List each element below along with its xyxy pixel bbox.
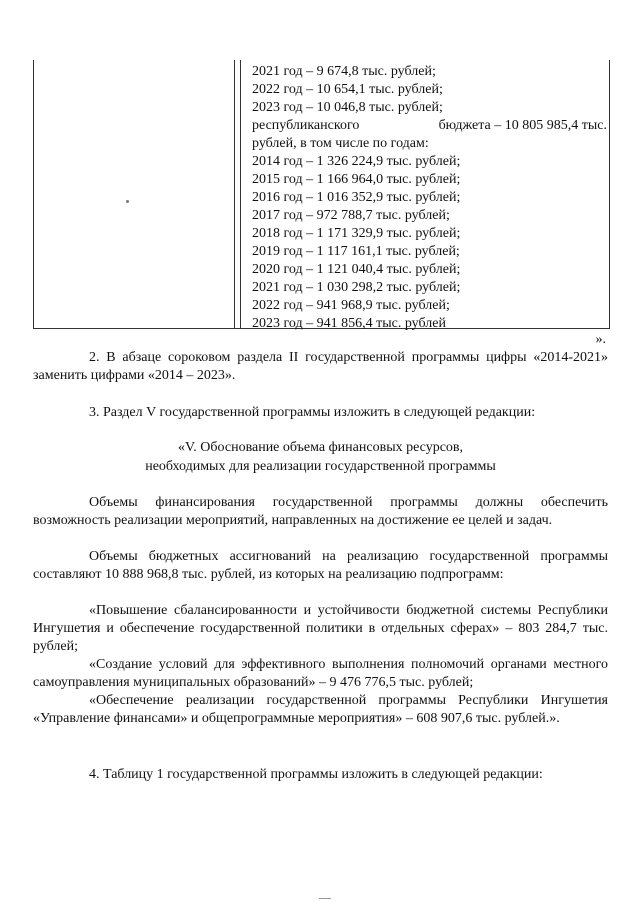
body-paragraph-2: Объемы бюджетных ассигнований на реализацию государственной программы составляют 10 888 968,8 тыс. рублей, из которых на реализацию подпрограмм: [33, 549, 608, 582]
table-year-line: 2016 год – 1 016 352,9 тыс. рублей; [252, 190, 461, 205]
section-heading [33, 438, 608, 476]
closing-quote: ». [595, 332, 606, 347]
body-paragraph-5: «Обеспечение реализации государственной программы Республики Ингушетия «Управление финансами» и общепрограммные мероприятия» – 608 907,6 тыс. рублей.». [33, 693, 608, 726]
table-year-line: 2023 год – 941 856,4 тыс. рублей [252, 316, 446, 331]
table-funding-cell [252, 63, 607, 333]
scan-mark [319, 898, 331, 899]
scan-speck [126, 200, 129, 203]
table-line: 2022 год – 10 654,1 тыс. рублей; [252, 82, 443, 97]
item-2-paragraph: 2. В абзаце сороковом раздела II государственной программы цифры «2014-2021» заменить цифрами «2014 – 2023». [33, 350, 608, 383]
body-paragraph-1: Объемы финансирования государственной программы должны обеспечить возможность реализации мероприятий, направленных на достижение ее целей и задач. [33, 495, 608, 528]
table-budget-line [252, 117, 607, 135]
funding-table [33, 60, 610, 329]
table-line: рублей, в том числе по годам: [252, 136, 429, 151]
table-line: 2021 год – 9 674,8 тыс. рублей; [252, 64, 436, 79]
table-year-line: 2015 год – 1 166 964,0 тыс. рублей; [252, 172, 461, 187]
table-column-divider-inner [240, 60, 241, 328]
body-paragraph-3: «Повышение сбалансированности и устойчивости бюджетной системы Республики Ингушетия и обеспечение государственной политики в отдельных сферах» – 803 284,7 тыс. рублей; [33, 603, 608, 654]
table-year-line: 2014 год – 1 326 224,9 тыс. рублей; [252, 154, 461, 169]
table-year-line: 2021 год – 1 030 298,2 тыс. рублей; [252, 280, 461, 295]
table-year-line: 2022 год – 941 968,9 тыс. рублей; [252, 298, 450, 313]
body-paragraph-4: «Создание условий для эффективного выполнения полномочий органами местного самоуправления муниципальных образований» – 9 476 776,5 тыс. рублей; [33, 657, 608, 690]
section-heading-line-2: необходимых для реализации государственной программы [145, 459, 496, 474]
table-year-line: 2017 год – 972 788,7 тыс. рублей; [252, 208, 450, 223]
table-column-divider [234, 60, 235, 328]
table-year-line: 2018 год – 1 171 329,9 тыс. рублей; [252, 226, 461, 241]
budget-line-right: бюджета – 10 805 985,4 тыс. [438, 118, 607, 133]
section-heading-line-1: «V. Обоснование объема финансовых ресурсов, [177, 440, 464, 455]
item-4-paragraph: 4. Таблицу 1 государственной программы изложить в следующей редакции: [89, 767, 543, 782]
table-year-line: 2019 год – 1 117 161,1 тыс. рублей; [252, 244, 460, 259]
item-3-paragraph: 3. Раздел V государственной программы изложить в следующей редакции: [89, 405, 536, 420]
table-line: 2023 год – 10 046,8 тыс. рублей; [252, 100, 443, 115]
budget-line-left: республиканского [252, 118, 360, 133]
table-year-line: 2020 год – 1 121 040,4 тыс. рублей; [252, 262, 461, 277]
